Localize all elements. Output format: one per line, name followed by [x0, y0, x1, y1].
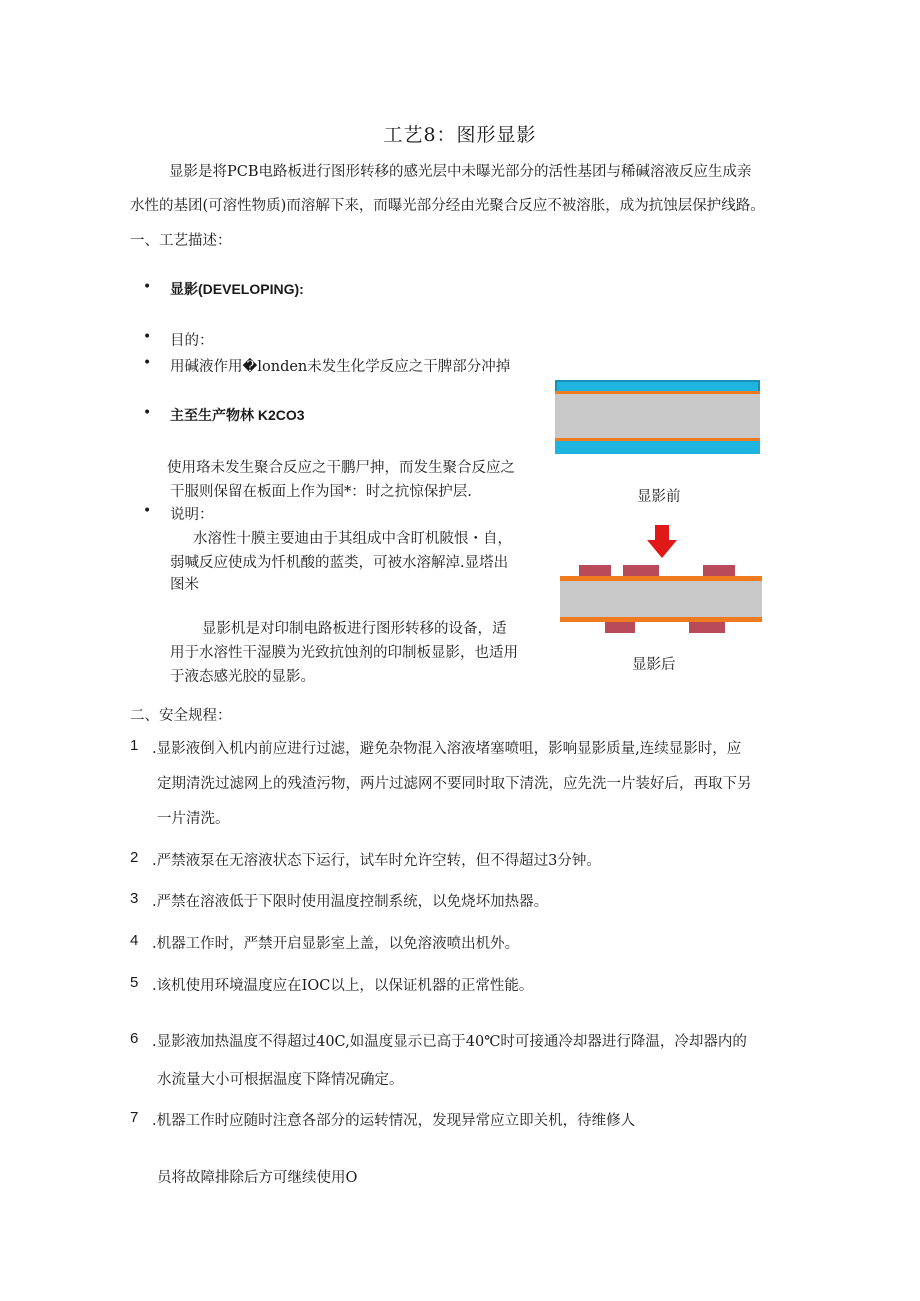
rule-7-line-1: .机器工作时应随时注意各部分的运转情况，发现异常应立即关机，待维修人 — [152, 1113, 636, 1129]
film-bottom-inner — [555, 441, 760, 454]
machine-line-2: 用于水溶性干湿膜为光致抗蚀剂的印制板显影，也适用 — [170, 645, 518, 661]
rule-5-line-1: .该机使用环境温度应在IOC以上，以保证机器的正常性能。 — [152, 978, 534, 994]
rule-7-line-2: 员将故障排除后方可继续使用O — [157, 1170, 358, 1186]
copper-top — [560, 576, 762, 581]
rule-number: 6 — [130, 1030, 139, 1047]
note-line-1: 水溶性十膜主要迪由于其组成中含盯机陂恨・自， — [193, 531, 512, 547]
after-caption: 显影后 — [632, 657, 676, 673]
usage-line-1: 使用珞未发生聚合反应之干鹏尸抻，而发生聚合反应之 — [167, 460, 515, 476]
bullet-dot: • — [143, 503, 152, 519]
rule-number: 5 — [130, 974, 139, 991]
intro-line-2: 水性的基团(可溶性物质)而溶解下来，而曝光部分经由光聚合反应不被溶胀，成为抗蚀层保护线路。 — [130, 198, 765, 214]
page-title: 工艺8：图形显影 — [383, 124, 537, 146]
down-arrow-icon — [645, 525, 679, 559]
rule-1-line-3: 一片清洗。 — [157, 811, 230, 827]
resist-bottom-1 — [605, 622, 635, 633]
section2-heading: 二、安全规程： — [130, 708, 232, 724]
bullet-dot: • — [143, 279, 152, 295]
rule-number: 4 — [130, 932, 139, 949]
purpose-text: 用碱液作用�londen未发生化学反应之干脾部分冲掉 — [170, 359, 511, 375]
bullet-dot: • — [143, 329, 152, 345]
resist-top-2 — [623, 565, 659, 576]
resist-bottom-2 — [689, 622, 725, 633]
rule-number: 1 — [130, 737, 139, 754]
rule-number: 2 — [130, 849, 139, 866]
bullet-dot: • — [143, 405, 152, 421]
rule-number: 3 — [130, 890, 139, 907]
rule-3-line-1: .严禁在溶液低于下限时使用温度控制系统，以免烧坏加热器。 — [152, 894, 549, 910]
copper-top — [555, 391, 760, 394]
rule-6-line-1: .显影液加热温度不得超过40C,如温度显示已高于40℃时可接通冷却器进行降温，冷却器内的 — [152, 1034, 747, 1050]
resist-top-3 — [703, 565, 735, 576]
note-line-2: 弱喊反应使成为忏机酸的蓝类，可被水溶解淖.显塔出 — [170, 555, 509, 571]
intro-line-1: 显影是将PCB电路板进行图形转移的感光层中未曝光部分的活性基团与稀碱溶液反应生成亲 — [169, 164, 752, 180]
purpose-label: 目的： — [170, 333, 214, 349]
rule-2-line-1: .严禁液泵在无溶液状态下运行，试车时允许空转，但不得超过3分钟。 — [152, 853, 601, 869]
note-label: 说明： — [170, 507, 214, 523]
usage-line-2: 干服则保留在板面上作为国*：时之抗惊保护层. — [170, 484, 472, 500]
before-caption: 显影前 — [637, 489, 681, 505]
bullet-dot: • — [143, 355, 152, 371]
copper-bottom — [555, 438, 760, 441]
machine-line-1: 显影机是对印制电路板进行图形转移的设备，适 — [202, 621, 507, 637]
core — [560, 581, 762, 617]
rule-6-line-2: 水流量大小可根据温度下降情况确定。 — [157, 1072, 404, 1088]
rule-number: 7 — [130, 1109, 139, 1126]
note-line-3: 图米 — [170, 577, 199, 593]
section1-heading: 一、工艺描述： — [130, 233, 232, 249]
rule-4-line-1: .机器工作时，严禁开启显影室上盖，以免溶液喷出机外。 — [152, 936, 520, 952]
rule-1-line-1: .显影液倒入机内前应进行过滤，避免杂物混入溶液堵塞喷咀，影响显影质量,连续显影时，应 — [152, 741, 742, 757]
pcb-after-diagram — [557, 563, 765, 635]
material-text: 主至生产物林 K2CO3 — [170, 407, 305, 423]
machine-line-3: 于液态感光胶的显影。 — [170, 669, 315, 685]
core — [555, 394, 760, 438]
pcb-before-diagram — [555, 380, 760, 454]
copper-bottom — [560, 617, 762, 622]
resist-top-1 — [579, 565, 611, 576]
rule-1-line-2: 定期清洗过滤网上的残渣污物，两片过滤网不要同时取下清洗，应先洗一片装好后，再取下另 — [157, 776, 752, 792]
developing-label: 显影(DEVELOPING): — [170, 281, 304, 297]
